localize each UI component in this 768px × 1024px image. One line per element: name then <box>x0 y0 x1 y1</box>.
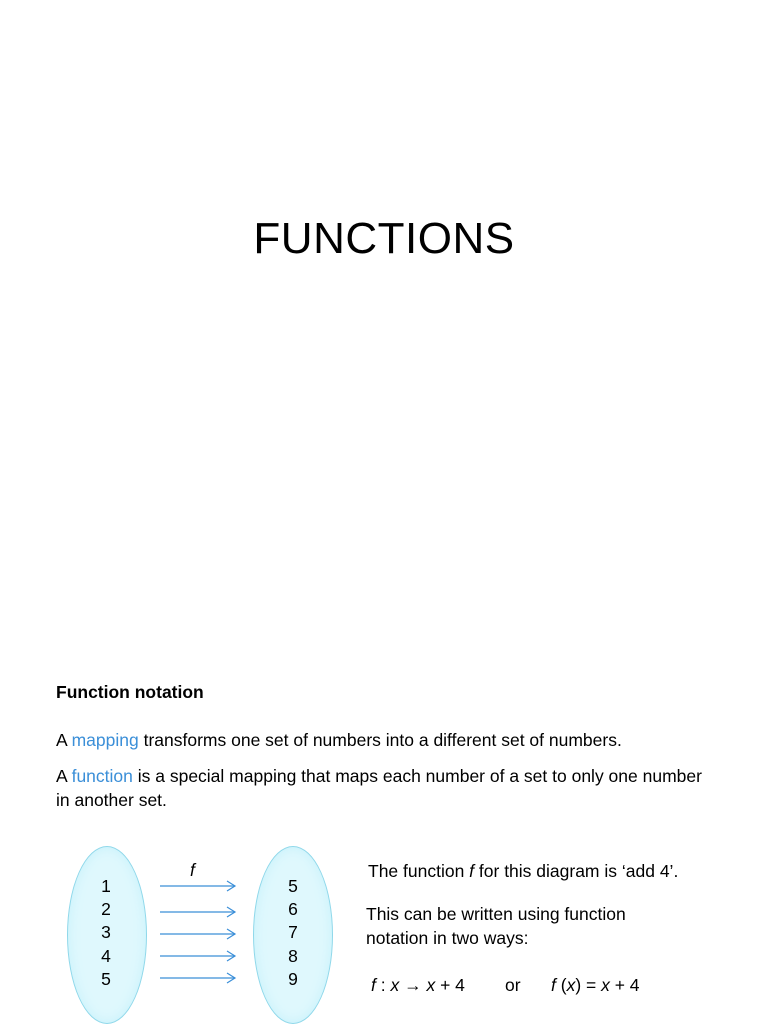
mapping-arrow <box>160 929 235 939</box>
formula-plus: + 4 <box>435 975 465 995</box>
formula-open: ( <box>555 975 567 995</box>
formula-f: f <box>551 975 556 995</box>
notation-intro: This can be written using function notation in two ways: <box>366 904 626 948</box>
paragraph-suffix: transforms one set of numbers into a different set of numbers. <box>138 730 622 750</box>
mapping-arrow <box>160 907 235 917</box>
range-value: 7 <box>288 922 298 943</box>
formula-close: ) = <box>575 975 602 995</box>
formula-x: x <box>426 975 436 995</box>
range-value: 8 <box>288 945 298 966</box>
domain-value: 5 <box>101 968 111 989</box>
section-heading: Function notation <box>56 682 204 702</box>
mapping-arrow <box>160 881 235 891</box>
mapping-arrow <box>160 973 235 983</box>
domain-values <box>67 875 145 991</box>
function-label: f <box>190 860 195 880</box>
formula-arrow: → <box>399 975 427 995</box>
domain-value: 3 <box>101 922 111 943</box>
domain-value: 4 <box>101 945 111 966</box>
domain-value: 1 <box>101 876 111 896</box>
description-prefix: The function <box>368 861 470 881</box>
or-text: or <box>505 975 521 995</box>
formula-plus: + 4 <box>609 975 640 995</box>
range-values <box>254 875 332 991</box>
mapping-paragraph <box>56 728 622 752</box>
function-term: function <box>71 766 133 786</box>
paragraph-prefix: A <box>56 766 72 786</box>
range-value: 5 <box>288 876 298 896</box>
mapping-term: mapping <box>71 730 139 750</box>
formula-f: f <box>371 975 376 995</box>
range-value: 9 <box>288 968 298 989</box>
paragraph-suffix: is a special mapping that maps each number of a set to only one number in another set. <box>56 766 702 810</box>
description-suffix: for this diagram is ‘add 4’. <box>474 861 679 881</box>
function-notation <box>551 975 640 996</box>
paragraph-prefix: A <box>56 730 72 750</box>
mapping-arrow <box>160 951 235 961</box>
formula-x: x <box>566 975 576 995</box>
mapping-arrows <box>155 872 245 992</box>
formula-x: x <box>390 975 400 995</box>
function-paragraph <box>56 764 716 812</box>
domain-value: 2 <box>101 899 111 920</box>
range-value: 6 <box>288 899 298 920</box>
function-description <box>368 859 678 883</box>
formula-colon: : <box>375 975 391 995</box>
function-symbol: f <box>469 861 475 881</box>
formula-x: x <box>601 975 610 995</box>
slide-title: FUNCTIONS <box>253 214 515 263</box>
mapping-notation <box>371 975 465 996</box>
